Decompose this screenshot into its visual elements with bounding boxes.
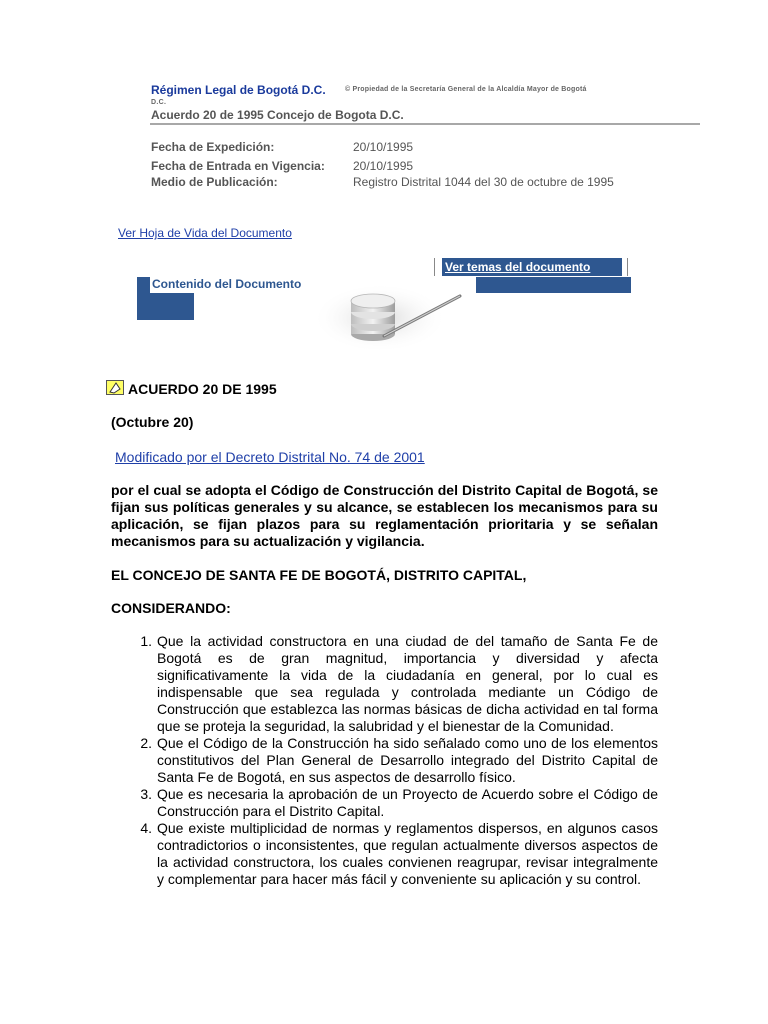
list-item-text: Que la actividad constructora en una ciudad de del tamaño de Santa Fe de Bogotá es de gran magnitud, importancia y diversidad y afecta significativamente la vida de la ciudadanía en general, por lo cual es indispensable que sea regulada y controlada mediante un Código de Construcción que establezca las normas básicas de dicha actividad en tal forma que se proteja la seguridad, la salubridad y el bienestar de la Comunidad.: [157, 633, 658, 734]
list-item-number: 4.: [140, 820, 152, 836]
band-left-bar: [137, 293, 150, 320]
tab-right-edge: [621, 258, 628, 276]
list-item: [111, 820, 658, 888]
publication-medium-value: Registro Distrital 1044 del 30 de octubre de 1995: [353, 175, 614, 189]
list-item-number: 2.: [140, 735, 152, 751]
document-name: Acuerdo 20 de 1995 Concejo de Bogota D.C.: [151, 108, 404, 122]
band-left-block: [150, 293, 194, 320]
considering-heading: CONSIDERANDO:: [111, 600, 231, 616]
publication-medium-label: Medio de Publicación:: [151, 175, 278, 189]
council-heading: EL CONCEJO DE SANTA FE DE BOGOTÁ, DISTRITO CAPITAL,: [111, 567, 527, 583]
agreement-date: (Octubre 20): [111, 414, 194, 430]
agreement-summary: por el cual se adopta el Código de Construcción del Distrito Capital de Bogotá, se fijan sus políticas generales y su alcance, se establecen los mecanismos para su aplicación, se fijan plazos para su reglamentación prioritaria y se señalan mecanismos para su actualización y vigilancia.: [111, 482, 658, 549]
list-item: [111, 735, 658, 786]
document-topics-tab[interactable]: [434, 258, 628, 276]
effective-date-value: 20/10/1995: [353, 159, 414, 173]
list-item: [111, 786, 658, 820]
list-item-text: Que es necesaria la aprobación de un Proyecto de Acuerdo sobre el Código de Construcción para el Distrito Capital.: [157, 786, 658, 819]
expedition-date-value: 20/10/1995: [353, 140, 414, 154]
disc-stack-graphic: [318, 284, 468, 352]
copyright-notice-continuation: D.C.: [151, 99, 167, 106]
expedition-date-label: Fecha de Expedición:: [151, 140, 275, 154]
header-divider: [150, 123, 700, 125]
modification-decree-link[interactable]: Modificado por el Decreto Distrital No. 74 de 2001: [115, 449, 425, 465]
list-item-number: 3.: [140, 786, 152, 802]
list-item-text: Que el Código de la Construcción ha sido señalado como uno de los elementos constitutivos del Plan General de Desarrollo integrado del Distrito Capital de Santa Fe de Bogotá, en sus aspectos de desarrollo físico.: [157, 735, 658, 785]
considerations-list: [111, 633, 658, 888]
document-icon: [106, 380, 124, 395]
list-item: [111, 633, 658, 735]
effective-date-label: Fecha de Entrada en Vigencia:: [151, 159, 325, 173]
site-title: Régimen Legal de Bogotá D.C.: [151, 83, 326, 97]
document-content-tab[interactable]: Contenido del Documento: [152, 277, 302, 291]
copyright-notice: © Propiedad de la Secretaría General de la Alcaldía Mayor de Bogotá: [345, 86, 587, 93]
document-topics-link[interactable]: Ver temas del documento: [445, 260, 591, 274]
document-history-link[interactable]: Ver Hoja de Vida del Documento: [118, 226, 292, 240]
agreement-title: ACUERDO 20 DE 1995: [128, 381, 277, 397]
list-item-number: 1.: [140, 633, 152, 649]
list-item-text: Que existe multiplicidad de normas y reglamentos dispersos, en algunos casos contradictorios o inconsistentes, que regulan actualmente diversos aspectos de la actividad constructora, los cuales convienen reagrupar, revisar integralmente y complementar para hacer más fácil y conveniente su aplicación y su control.: [157, 820, 658, 887]
